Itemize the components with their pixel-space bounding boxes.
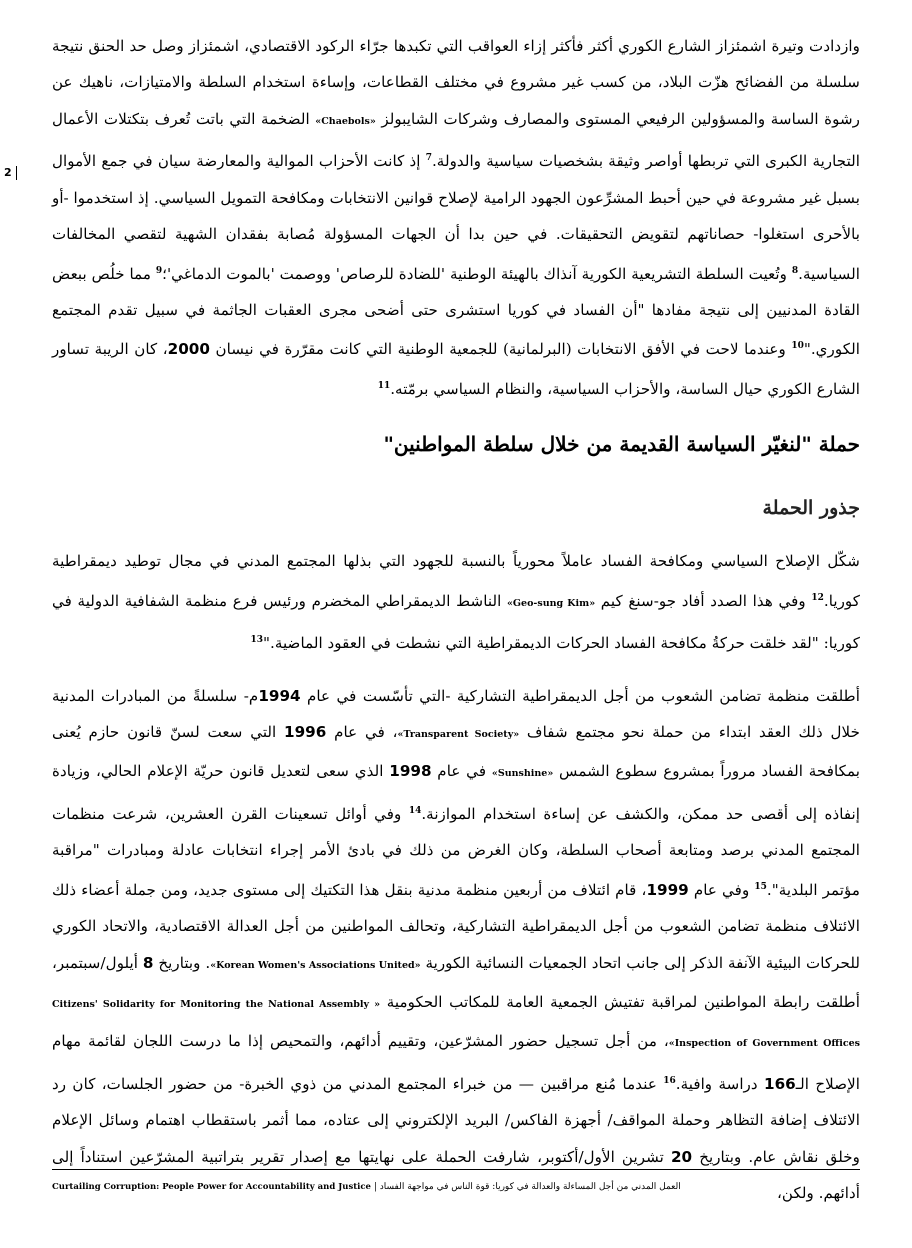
page-number: 2 — [4, 166, 17, 180]
text-run: ، كان الريبة تساور الشارع الكوري حيال الساسة، والأحزاب السياسية، والنظام السياسي برمّته. — [52, 340, 860, 398]
inline-number: 2000 — [167, 340, 210, 359]
latin-term: «Sunshine» — [491, 768, 554, 780]
text-run: الضخمة التي باتت تُعرف بتكتلات الأعمال التجارية الكبرى التي تربطها أواصر وثيقة بشخصيات سياسية والدولة. — [52, 109, 861, 171]
text-run: وفي هذا الصدد أفاد جو-سنغ كيم — [595, 591, 812, 610]
text-run: وازدادت وتيرة اشمئزاز الشارع الكوري أكثر فأكثر إزاء العواقب التي تكبدها جرّاء الركود الاقتصادي، اشمئزاز وصل حد الحنق نتيجة سلسلة من الفضائح هزّت البلاد، من كسب غير مشروع في مختلف القطاعات، وإساءة استخدام السلطة والامتيازات، ناهيك عن رشوة الساسة والمسؤولين الرفيعي المستوى والمصارف وشركات الشايبولز — [52, 37, 860, 128]
text-run: ، في عام — [326, 723, 398, 742]
page-content — [52, 28, 860, 1212]
text-run: أطلقت منظمة تضامن الشعوب من أجل الديمقراطية التشاركية -التي تأسّست في عام — [300, 686, 860, 705]
text-run: وعندما لاحت في الأفق الانتخابات (البرلمانية) للجمعية الوطنية التي كانت مقرّرة في نيسان — [209, 340, 792, 359]
text-run: . وبتاريخ — [153, 953, 211, 972]
footnote-ref: 12 — [811, 592, 824, 603]
text-run: ، قام ائتلاف من أربعين منظمة مدنية بنقل هذا التكتيك إلى مستوى جديد، ومن جملة أعضاء ذلك الائتلاف منظمة تضامن الشعوب من أجل الديمقراطية التشاركية، وتحالف المواطنين من أجل العدالة الاقتصادية، والاتحاد الكوري للحركات البيئية الآنفة الذكر إلى جانب اتحاد الجمعيات النسائية الكورية — [52, 880, 860, 972]
footnote-ref: 15 — [754, 881, 767, 892]
text-run: إذ كانت الأحزاب الموالية والمعارضة سيان في جمع الأموال بسبل غير مشروعة في حين أحبط المشرِّعون الجهود الرامية لإصلاح قوانين الانتخابات ومكافحة التمويل السياسي. إذ استخدموا -أو بالأحرى استغلوا- حصاناتهم لتقويض التحقيقات. في حين بدا أن الجهات المسؤولة مُصابة بفقدان الشهية لتقصي المخالفات السياسية. — [52, 152, 861, 283]
latin-term: «Korean Women's Associations United» — [210, 959, 421, 971]
footer-separator: | — [373, 1182, 377, 1192]
footnote-ref: 16 — [663, 1075, 676, 1086]
section-heading: حملة "لنغيّر السياسة القديمة من خلال سلطة المواطنين" — [383, 432, 860, 457]
footnote-ref: 11 — [377, 380, 391, 391]
footnote-ref: 7 — [425, 153, 432, 164]
text-run: عندما مُنع مراقبين — من خبراء المجتمع المدني من ذوي الخبرة- من حضور الجلسات، كان رد الائتلاف إضافة التظاهر وحملة المواقف/ أجهزة الفاكس/ البريد الإلكتروني إلى عتاده، مما أثمر باستقطاب اهتمام وسائل الإعلام وخلق نقاش عام. وبتاريخ — [52, 1074, 860, 1166]
footnote-ref: 8 — [791, 265, 799, 276]
text-run: الذي سعى لتعديل قانون حريّة الإعلام الحالي، وزيادة إنفاذه إلى أقصى حد ممكن، والكشف عن إساءة استخدام الموازنة. — [52, 762, 860, 823]
inline-number: 1999 — [646, 880, 689, 899]
inline-number: 1996 — [284, 723, 327, 742]
subsection-heading: جذور الحملة — [762, 497, 860, 520]
text-run: التي سعت لسنّ قانون حازم يُعنى بمكافحة الفساد مروراً بمشروع سطوع الشمس — [52, 723, 860, 781]
text-run: الناشط الديمقراطي المخضرم ورئيس فرع منظمة الشفافية الدولية في كوريا: "لقد خلقت حركةُ مكافحة الفساد الحركات الديمقراطية التي نشطت في العقود الماضية." — [52, 591, 860, 653]
inline-number: 166 — [764, 1074, 796, 1093]
section-body — [52, 543, 860, 1211]
text-run: في عام — [431, 762, 492, 781]
footnote-ref: 14 — [408, 805, 422, 816]
latin-term: « Citizens' Solidarity for Monitoring the National Assembly — [52, 999, 381, 1011]
intro-section — [52, 28, 860, 407]
footer-english-title: Curtailing Corruption: People Power for Accountability and Justice — [52, 1182, 371, 1192]
latin-term: «Chaebols» — [315, 115, 376, 127]
text-run: مما خلُص ببعض القادة المدنيين إلى نتيجة مفادها "أن الفساد في كوريا استشرى حتى أضحى مجرى العقبات الجاثمة في سبيل تقدم المجتمع الكوري." — [52, 264, 860, 359]
body-paragraph — [52, 678, 860, 1212]
inline-number: 20 — [670, 1147, 693, 1166]
footnote-ref: 10 — [791, 341, 804, 352]
footnote-ref: 9 — [155, 265, 163, 276]
latin-term: «Geo-sung Kim» — [506, 597, 596, 609]
body-paragraph — [52, 543, 860, 661]
text-run: شكّل الإصلاح السياسي ومكافحة الفساد عاملاً محورياً بالنسبة للجهود التي بذلها المجتمع المدني في مجال توطيد ديمقراطية كوريا. — [52, 552, 860, 610]
body-paragraph — [52, 28, 860, 407]
text-run: تشرين الأول/أكتوبر، شارفت الحملة على نهايتها مع إصدار تقرير بتراتبية المشرّعين استناداً إلى أدائهم. ولكن، — [52, 1147, 860, 1203]
page-footer — [52, 1180, 860, 1194]
inline-number: 1994 — [258, 686, 301, 705]
text-run: دراسة وافية. — [675, 1074, 764, 1093]
text-run: أيلول/سبتمبر، أطلقت رابطة المواطنين لمراقبة تفتيش الجمعية العامة للمكاتب الحكومية — [52, 953, 860, 1012]
footer-arabic-title: العمل المدني من أجل المساءلة والعدالة في كوريا: قوة الناس في مواجهة الفساد — [379, 1182, 681, 1192]
inline-number: 1998 — [389, 762, 432, 781]
footer-rule — [52, 1169, 860, 1170]
text-run: ، من أجل تسجيل حضور المشرّعين، وتقييم أدائهم، والتمحيص إذا ما درست اللجان لقائمة مهام الإصلاح الـ — [52, 1032, 860, 1093]
footnote-ref: 13 — [250, 635, 264, 646]
latin-term: «Transparent Society» — [397, 729, 520, 741]
latin-term: Inspection of Government Offices» — [668, 1038, 860, 1050]
inline-number: 8 — [142, 953, 154, 972]
text-run: وتُعيت السلطة التشريعية الكورية آنذاك بالهيئة الوطنية 'للضادة للرصاص' ووصمت 'بالموت الدماغي'؛ — [162, 264, 792, 283]
text-run: م- سلسلةً من المبادرات المدنية خلال ذلك العقد ابتداء من حملة نحو مجتمع شفاف — [52, 686, 860, 742]
text-run: وفي أوائل تسعينات القرن العشرين، شرعت منظمات المجتمع المدني برصد ومتابعة أصحاب السلطة، وكان الغرض من ذلك في بادئ الأمر إجراء انتخابات عادلة ومبادرات "مراقبة مؤتمر البلدية". — [52, 804, 861, 899]
text-run: وفي عام — [688, 880, 755, 899]
